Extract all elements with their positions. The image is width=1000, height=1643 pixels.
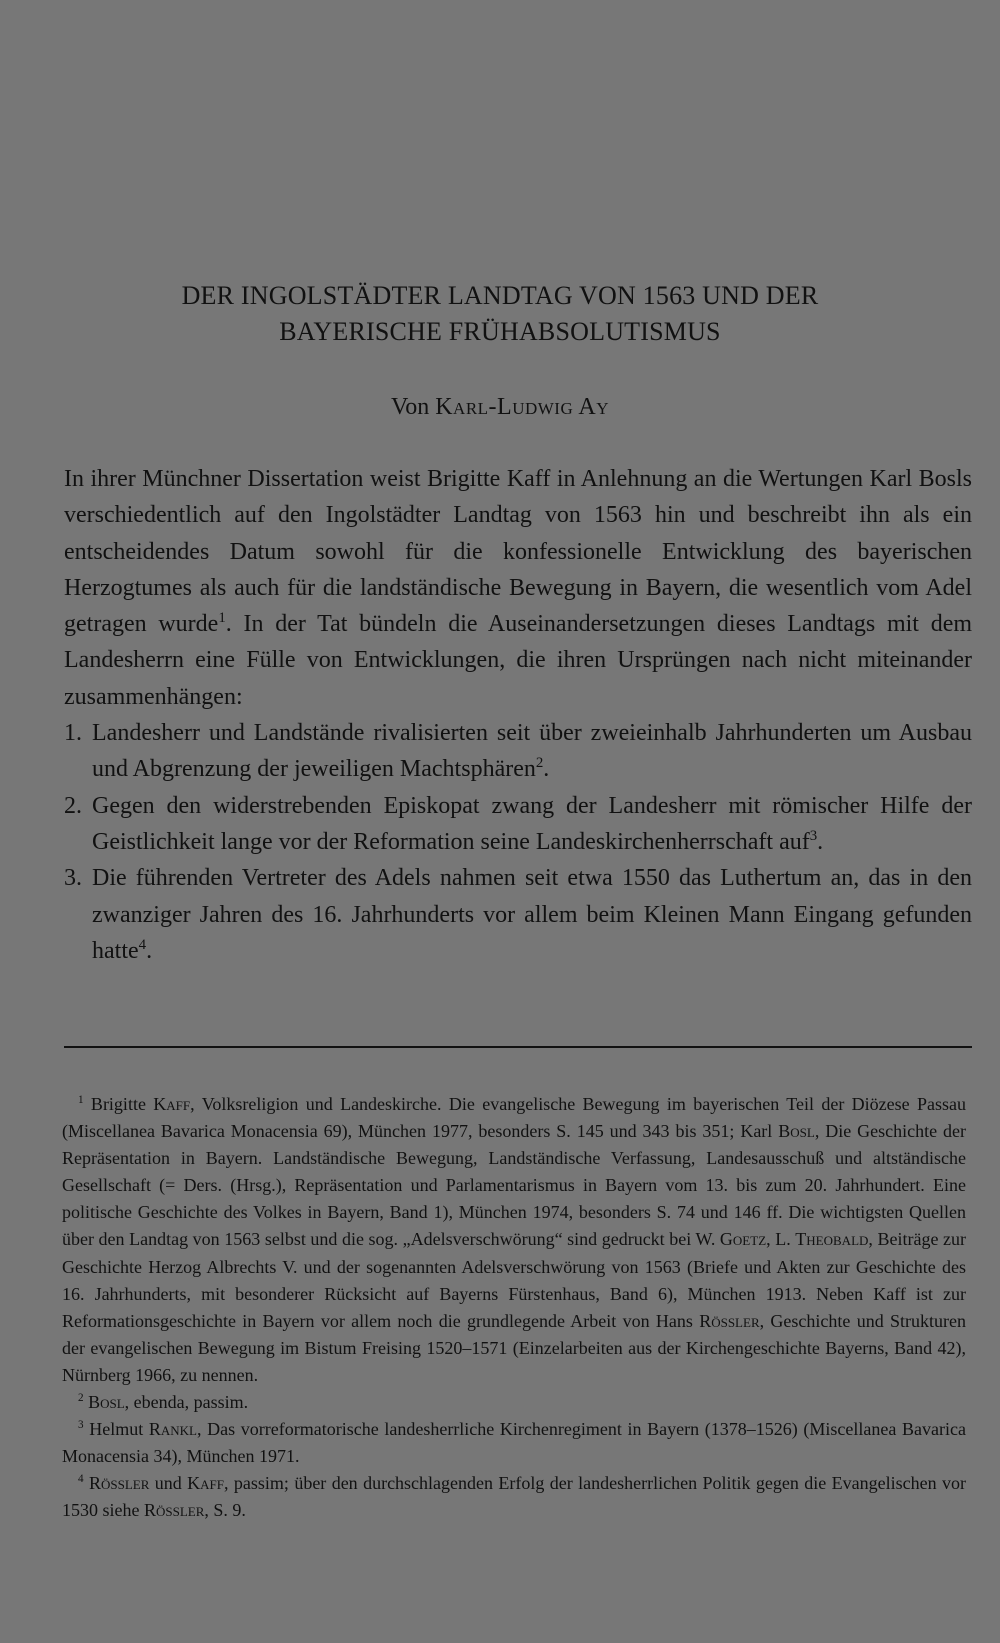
footnote-ref-1[interactable]: 1 [218,610,226,627]
author-prefix: Von [390,394,436,420]
footnote-1 [62,1091,966,1389]
list-item [64,788,972,861]
article-title [60,278,940,350]
footnote-number: 1 [78,1094,84,1106]
list-item [64,860,972,969]
footnote-text: und [149,1473,188,1494]
footnote-text: , Volksreligion und Landeskirche. Die evangelische Bewegung im bayerischen Teil der Diözese Passau (Miscellanea Bavarica Monacensia 69), München 1977, besonders S. 145 und 343 bis 351; Karl [62,1094,966,1142]
author-surname: Kaff [187,1473,225,1494]
footnote-2 [62,1389,966,1416]
footnote-text: , Das vorreformatorische landesherrliche Kirchenregiment in Bayern (1378–1526) (Miscellanea Bavarica Monacensia 34), München 1971. [62,1419,966,1467]
footnote-number: 3 [78,1419,84,1432]
list-item-number: 2. [64,792,82,819]
footnote-text: , Beiträge zur Geschichte Herzog Albrechts V. und der sogenannten Adelsverschwörung von 1563 (Briefe und Akten zur Geschichte des 16. Jahrhunderts, mit besonderer Rücksicht auf Bayerns Fürstenhaus, Band 6), München 1913. Neben Kaff ist zur Reformationsgeschichte in Bayern vor allem noch die grundlegende Arbeit von Hans [62,1229,967,1331]
author-surname: Bosl [88,1392,125,1413]
list-item-text: Gegen den widerstrebenden Episkopat zwang der Landesherr mit römischer Hilfe der Geistlichkeit lange vor der Reformation seine Landeskirchenherrschaft auf [92,792,972,855]
author-line [60,392,940,422]
footnote-4 [62,1470,966,1524]
author-surname: Theobald [795,1229,869,1250]
footnote-text: Helmut [83,1419,149,1440]
footnote-text: , S. 9. [204,1500,246,1521]
author-name: Karl-Ludwig Ay [435,394,610,420]
footnote-text: , L. [766,1229,796,1250]
list-item-tail: . [817,828,824,855]
title-line-1: DER INGOLSTÄDTER LANDTAG VON 1563 UND DER [181,281,819,310]
footnote-3 [62,1416,966,1470]
list-item-tail: . [543,756,550,783]
author-surname: Rössler [143,1500,205,1521]
footnote-ref-3[interactable]: 3 [809,827,818,844]
list-item-text: Die führenden Vertreter des Adels nahmen seit etwa 1550 das Luthertum an, das in den zwanziger Jahren des 16. Jahrhunderts vor allem beim Kleinen Mann Eingang gefunden hatte [92,865,972,964]
list-item-text: Landesherr und Landstände rivalisierten seit über zweieinhalb Jahrhunderten um Ausbau und Abgrenzung der jeweiligen Machtsphären [92,720,972,783]
list-item-tail: . [146,937,153,964]
title-line-2: BAYERISCHE FRÜHABSOLUTISMUS [279,317,721,346]
numbered-list [64,715,972,969]
footnote-text: , Die Geschichte der Repräsentation in Bayern. Landständische Bewegung, Landständische Verfassung, Landesausschuß und altständische Gesellschaft (= Ders. (Hrsg.), Repräsentation und Parlamentarismus in Bayern vom 13. bis zum 20. Jahrhundert. Eine politische Geschichte des Volkes in Bayern, Band 1), München 1974, besonders S. 74 und 146 ff. Die wichtigsten Quellen über den Landtag von 1563 selbst und die sog. „Adelsverschwörung“ sind gedruckt bei W. [62,1121,967,1250]
author-surname: Bosl [778,1121,815,1142]
footnote-text: , passim; über den durchschlagenden Erfolg der landesherrlichen Politik gegen die Evangelischen vor 1530 siehe [62,1473,966,1521]
author-surname: Kaff [153,1094,191,1114]
footnote-ref-2[interactable]: 2 [535,755,544,772]
author-surname: Rankl [148,1419,197,1440]
footnote-number: 2 [78,1392,84,1405]
footnote-text: , ebenda, passim. [124,1392,249,1413]
author-surname: Rössler [699,1310,760,1331]
list-item [64,715,972,788]
list-item-number: 3. [64,865,82,892]
footnote-divider [64,1046,972,1048]
intro-text-b: . In der Tat bündeln die Auseinandersetzungen dieses Landtags mit dem Landesherrn eine Fülle von Entwicklungen, die ihren Ursprüngen nach nicht miteinander zusammenhängen: [64,611,973,710]
author-surname: Goetz [719,1229,767,1250]
intro-text-a: In ihrer Münchner Dissertation weist Brigitte Kaff in Anlehnung an die Wertungen Karl Bosls verschiedentlich auf den Ingolstädter Landtag von 1563 hin und beschreibt ihn als ein entscheidendes Datum sowohl für die konfessionelle Entwicklung des bayerischen Herzogtumes als auch für die landständische Bewegung in Bayern, die wesentlich vom Adel getragen wurde [64,466,972,638]
footnote-number: 4 [78,1473,84,1486]
main-text [64,461,972,969]
footnote-ref-4[interactable]: 4 [138,936,147,953]
footnotes [62,1091,966,1525]
author-surname: Rössler [88,1473,150,1494]
list-item-number: 1. [64,720,82,747]
intro-paragraph [64,461,972,715]
footnote-text: , Geschichte und Strukturen der evangelischen Bewegung im Bistum Freising 1520–1571 (Einzelarbeiten aus der Kirchengeschichte Bayerns, Band 42), Nürnberg 1966, zu nennen. [62,1310,966,1385]
footnote-text: Brigitte [83,1094,154,1114]
